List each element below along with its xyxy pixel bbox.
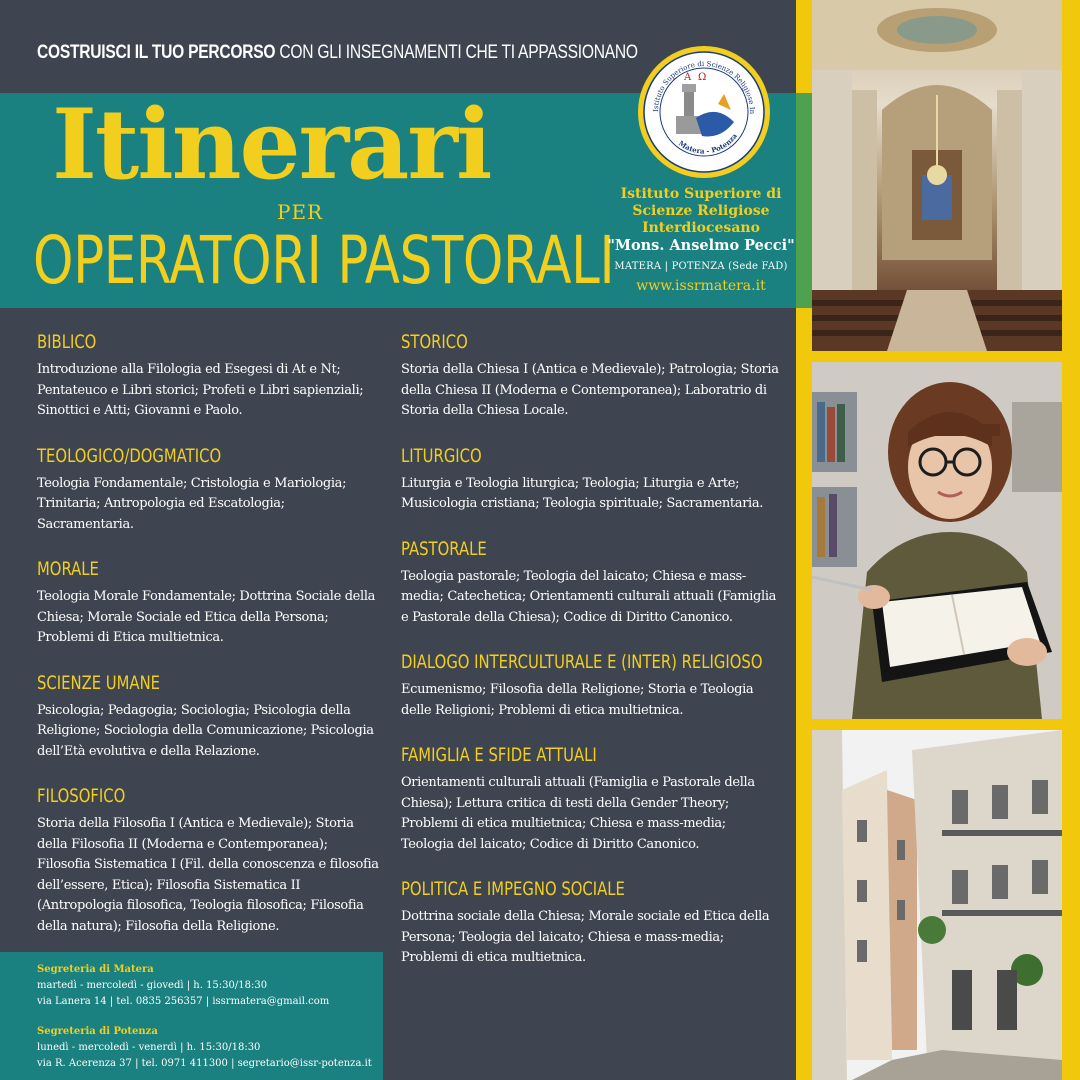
institute-location: MATERA | POTENZA (Sede FAD)	[614, 261, 788, 272]
section-body: Ecumenismo; Filosofia della Religione; Storia e Teologia delle Religioni; Problemi di etica multietnica.	[401, 682, 754, 718]
institute-name: "Mons. Anselmo Pecci"	[607, 237, 795, 254]
institute-block	[598, 186, 804, 295]
secretary-box	[0, 952, 383, 1080]
section-politica	[401, 877, 781, 969]
title-per: PER	[277, 200, 324, 224]
tagline-bold: COSTRUISCI IL TUO PERCORSO	[37, 42, 276, 63]
institute-seal	[636, 44, 772, 180]
tagline-rest: CON GLI INSEGNAMENTI CHE TI APPASSIONANO	[275, 42, 638, 63]
section-title: TEOLOGICO/DOGMATICO	[37, 444, 222, 467]
section-title: PASTORALE	[401, 537, 487, 560]
svg-text:A: A	[684, 72, 692, 83]
section-body: Dottrina sociale della Chiesa; Morale sociale ed Etica della Persona; Teologia del laicato; Chiesa e mass-media; Problemi di etica multietnica.	[401, 909, 770, 965]
institute-line1: Istituto Superiore di	[620, 186, 782, 202]
section-storico	[401, 330, 781, 422]
section-famiglia	[401, 743, 781, 855]
potenza-hours: lunedì - mercoledì - venerdì | h. 15:30/18:30	[37, 1042, 261, 1053]
matera-title: Segreteria di Matera	[37, 964, 154, 975]
matera-hours: martedì - mercoledì - giovedì | h. 15:30/18:30	[37, 980, 268, 991]
section-title: LITURGICO	[401, 444, 482, 467]
section-body: Storia della Chiesa I (Antica e Medievale); Patrologia; Storia della Chiesa II (Moderna e Contemporanea); Laboratrio di Storia della Chiesa Locale.	[401, 362, 779, 418]
left-column	[37, 330, 382, 959]
institute-website[interactable]: www.issrmatera.it	[636, 278, 766, 294]
section-morale	[37, 557, 382, 649]
main-title: Itinerari	[52, 88, 491, 201]
section-biblico	[37, 330, 382, 422]
section-pastorale	[401, 537, 781, 629]
right-column	[401, 330, 781, 991]
subtitle: OPERATORI PASTORALI	[33, 222, 615, 299]
section-body: Teologia Morale Fondamentale; Dottrina Sociale della Chiesa; Morale Sociale ed Etica della Persona; Problemi di Etica multietnica.	[37, 589, 376, 645]
section-teologico	[37, 444, 382, 536]
section-title: FAMIGLIA E SFIDE ATTUALI	[401, 744, 597, 766]
section-title: STORICO	[401, 331, 468, 353]
potenza-title: Segreteria di Potenza	[37, 1026, 158, 1037]
section-filosofico	[37, 784, 382, 937]
section-title: FILOSOFICO	[37, 785, 126, 807]
matera-contact: via Lanera 14 | tel. 0835 256357 | issrmatera@gmail.com	[37, 996, 330, 1007]
top-tagline	[37, 42, 638, 64]
section-body: Liturgia e Teologia liturgica; Teologia; Liturgia e Arte; Musicologia cristiana; Teologia spirituale; Sacramentaria.	[401, 475, 764, 511]
section-title: DIALOGO INTERCULTURALE E (INTER) RELIGIOSO	[401, 651, 763, 673]
cathedral-interior-photo	[812, 0, 1062, 351]
seal-bottom-text: Matera - Potenza	[676, 131, 739, 156]
section-title: POLITICA E IMPEGNO SOCIALE	[401, 878, 625, 900]
seal-text: Istituto Superiore di Scienze Religiose In	[651, 59, 757, 115]
section-body: Storia della Filosofia I (Antica e Medievale); Storia della Filosofia II (Moderna e Contemporanea); Filosofia Sistematica I (Fil. della conoscenza e filosofia dell’essere, Etica); Filosofia Sistematica II (Antropologia filosofica, Teologia filosofica; Filosofia della natura); Filosofia della Religione.	[37, 816, 379, 934]
section-body: Teologia pastorale; Teologia del laicato; Chiesa e mass-media; Catechetica; Orientamenti culturali attuali (Famiglia e Pastorale della Chiesa); Codice di Diritto Canonico.	[401, 568, 777, 625]
section-title: BIBLICO	[37, 331, 97, 353]
institute-line3: Interdiocesano	[642, 220, 760, 236]
institute-line2: Scienze Religiose	[632, 203, 770, 219]
section-title: SCIENZE UMANE	[37, 671, 161, 694]
woman-reading-photo	[812, 362, 1062, 719]
section-dialogo	[401, 650, 781, 721]
section-body: Introduzione alla Filologia ed Esegesi di At e Nt; Pentateuco e Libri storici; Profeti e Libri sapienziali; Sinottici e Atti; Giovanni e Paolo.	[37, 362, 364, 418]
svg-text:Ω: Ω	[698, 72, 707, 83]
section-scienze-umane	[37, 671, 382, 763]
section-liturgico	[401, 444, 781, 515]
section-body: Orientamenti culturali attuali (Famiglia e Pastorale della Chiesa); Lettura critica di testi della Gender Theory; Problemi di etica multietnica; Chiesa e mass-media; Teologia del laicato; Codice di Diritto Canonico.	[401, 775, 755, 852]
potenza-contact: via R. Acerenza 37 | tel. 0971 411300 | segretario@issr-potenza.it	[37, 1058, 372, 1069]
town-street-photo	[812, 730, 1062, 1080]
section-title: MORALE	[37, 558, 99, 580]
section-body: Teologia Fondamentale; Cristologia e Mariologia; Trinitaria; Antropologia ed Escatologia; Sacramentaria.	[37, 475, 347, 532]
section-body: Psicologia; Pedagogia; Sociologia; Psicologia della Religione; Sociologia della Comunicazione; Psicologia dell’Età evolutiva e della Relazione.	[37, 702, 374, 759]
